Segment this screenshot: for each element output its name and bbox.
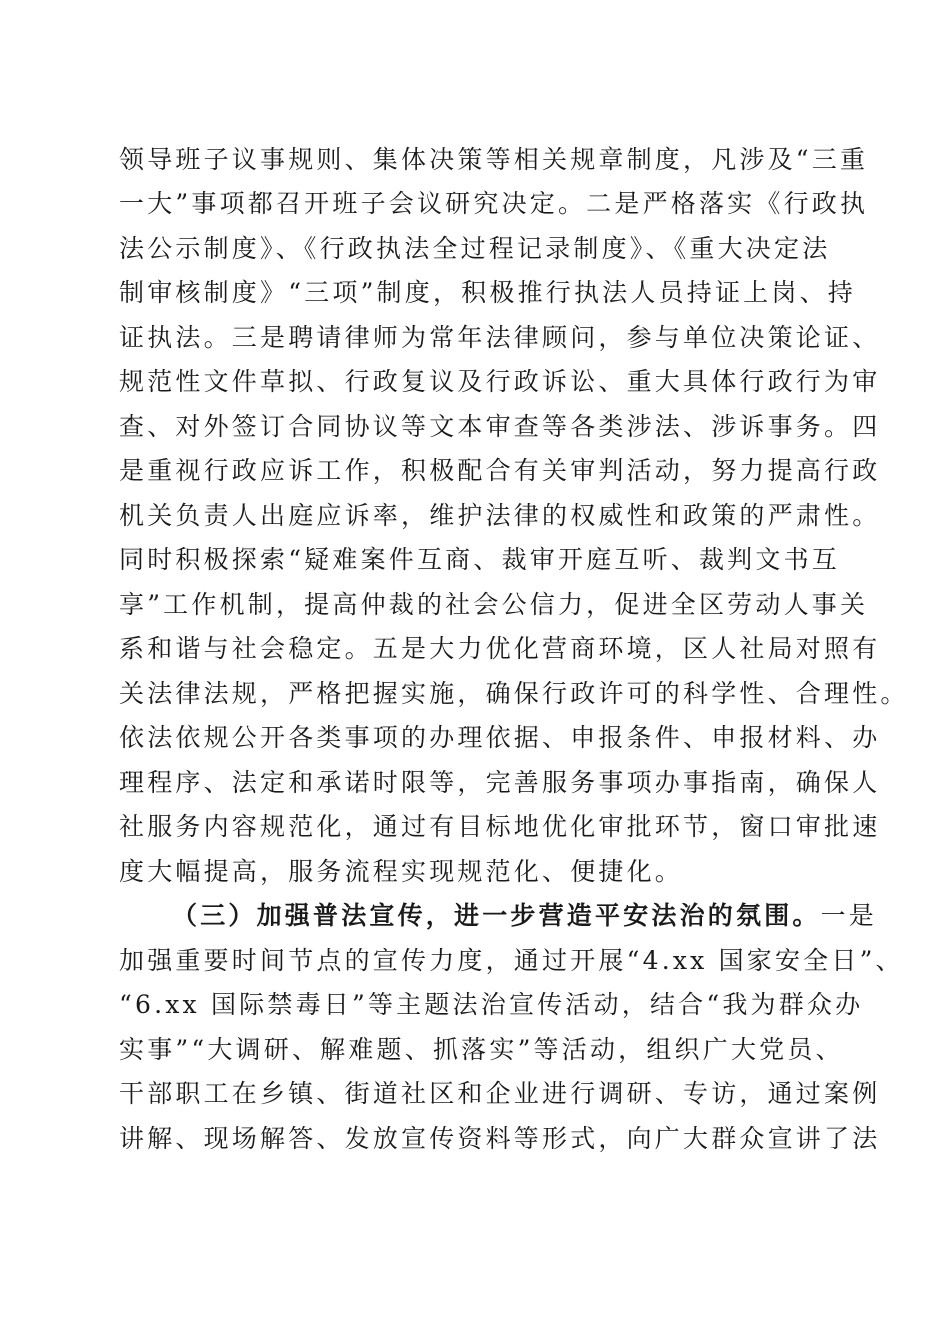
text-line: 度大幅提高，服务流程实现规范化、便捷化。 bbox=[119, 857, 684, 886]
text-line: 规范性文件草拟、行政复议及行政诉讼、重大具体行政行为审 bbox=[119, 367, 881, 396]
text-line: 同时积极探索“疑难案件互商、裁审开庭互听、裁判文书互 bbox=[119, 545, 840, 574]
text-line: 查、对外签订合同协议等文本审查等各类涉法、涉诉事务。四 bbox=[119, 412, 881, 441]
text-line: 实事”“大调研、解难题、抓落实”等活动，组织广大党员、 bbox=[119, 1035, 844, 1064]
text-line: 证执法。三是聘请律师为常年法律顾问，参与单位决策论证、 bbox=[119, 323, 881, 352]
section-heading: （三）加强普法宣传，进一步营造平安法治的氛围。 bbox=[172, 901, 821, 930]
text-line: 干部职工在乡镇、街道社区和企业进行调研、专访，通过案例 bbox=[119, 1079, 881, 1108]
text-line: 制审核制度》“三项”制度，积极推行执法人员持证上岗、持 bbox=[119, 278, 856, 307]
text-line: 系和谐与社会稳定。五是大力优化营商环境，区人社局对照有 bbox=[119, 634, 881, 663]
text-line: 是重视行政应诉工作，积极配合有关审判活动，努力提高行政 bbox=[119, 456, 881, 485]
section-first-line-rest: 一是 bbox=[820, 901, 878, 930]
text-line: 加强重要时间节点的宣传力度，通过开展“4.xx 国家安全日”、 bbox=[119, 946, 904, 975]
text-line: 一大”事项都召开班子会议研究决定。二是严格落实《行政执 bbox=[119, 189, 869, 218]
text-line: 讲解、现场解答、发放宣传资料等形式，向广大群众宣讲了法 bbox=[119, 1124, 881, 1153]
text-line: 享”工作机制，提高仲裁的社会公信力，促进全区劳动人事关 bbox=[119, 590, 869, 619]
text-line: 理程序、法定和承诺时限等，完善服务事项办事指南，确保人 bbox=[119, 768, 881, 797]
text-line: 法公示制度》、《行政执法全过程记录制度》、《重大决定法 bbox=[119, 234, 831, 263]
text-line: 领导班子议事规则、集体决策等相关规章制度，凡涉及“三重 bbox=[119, 145, 869, 174]
text-line: 关法律法规，严格把握实施，确保行政许可的科学性、合理性。 bbox=[119, 679, 909, 708]
text-line: 依法依规公开各类事项的办理依据、申报条件、申报材料、办 bbox=[119, 723, 881, 752]
section-first-line bbox=[172, 899, 877, 933]
text-line: “6.xx 国际禁毒日”等主题法治宣传活动，结合“我为群众办 bbox=[119, 990, 864, 1019]
text-line: 机关负责人出庭应诉率，维护法律的权威性和政策的严肃性。 bbox=[119, 501, 881, 530]
text-line: 社服务内容规范化，通过有目标地优化审批环节，窗口审批速 bbox=[119, 812, 881, 841]
